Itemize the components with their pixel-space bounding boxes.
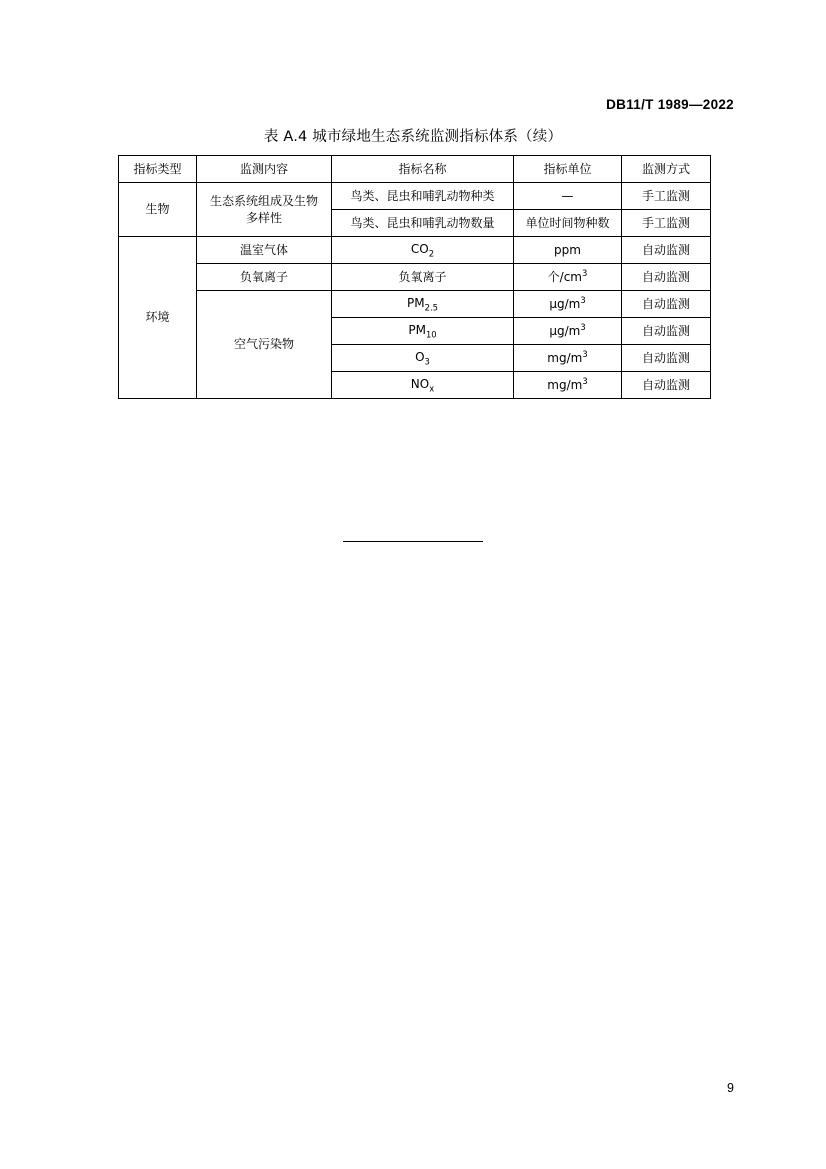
cell-content-air-pollutant: 空气污染物 xyxy=(197,291,332,399)
section-end-rule xyxy=(343,541,483,542)
cell-name-pm10 xyxy=(332,318,514,345)
table-row xyxy=(119,264,711,291)
cell-method-auto: 自动监测 xyxy=(622,291,711,318)
cell-unit-mg-m3 xyxy=(514,345,622,372)
cell-method-auto: 自动监测 xyxy=(622,345,711,372)
content-biodiversity-line1: 生态系统组成及生物 xyxy=(209,194,318,209)
cell-content-greenhouse-gas: 温室气体 xyxy=(197,237,332,264)
standard-number-header: DB11/T 1989—2022 xyxy=(606,97,734,112)
cell-name-co2 xyxy=(332,237,514,264)
unit-mg-superscript: 3 xyxy=(582,349,588,360)
cell-unit-ug-m3 xyxy=(514,318,622,345)
cell-unit-per-cm3 xyxy=(514,264,622,291)
name-co2-subscript: 2 xyxy=(428,248,435,259)
name-pm10-base: PM xyxy=(408,322,426,337)
name-pm10-subscript: 10 xyxy=(425,329,437,340)
name-pm25-subscript: 2.5 xyxy=(424,302,438,313)
cell-method-manual: 手工监测 xyxy=(622,210,711,237)
cell-name-species: 鸟类、昆虫和哺乳动物种类 xyxy=(332,183,514,210)
name-pm25-base: PM xyxy=(407,295,425,310)
cell-unit-dash: — xyxy=(514,183,622,210)
cell-content-biodiversity xyxy=(197,183,332,237)
table-title: 表 A.4 城市绿地生态系统监测指标体系（续） xyxy=(263,129,563,145)
unit-mg-base: mg/m xyxy=(547,351,583,366)
name-co2-base: CO xyxy=(410,241,429,256)
cell-name-negative-ion: 负氧离子 xyxy=(332,264,514,291)
unit-ug-superscript: 3 xyxy=(580,322,586,333)
unit-anion-base: 个/cm xyxy=(547,270,582,285)
name-nox-base: NO xyxy=(410,376,430,391)
cell-method-auto: 自动监测 xyxy=(622,237,711,264)
column-header-content: 监测内容 xyxy=(197,156,332,183)
unit-mg-superscript: 3 xyxy=(582,376,588,387)
monitoring-index-table-wrapper xyxy=(118,155,710,399)
cell-type-environment: 环境 xyxy=(119,237,197,399)
column-header-unit: 指标单位 xyxy=(514,156,622,183)
name-o3-subscript: 3 xyxy=(424,356,430,367)
cell-method-auto: 自动监测 xyxy=(622,264,711,291)
name-o3-base: O xyxy=(415,349,425,364)
cell-type-biology: 生物 xyxy=(119,183,197,237)
table-row xyxy=(119,237,711,264)
column-header-method: 监测方式 xyxy=(622,156,711,183)
column-header-name: 指标名称 xyxy=(332,156,514,183)
unit-anion-superscript: 3 xyxy=(582,268,588,279)
cell-name-count: 鸟类、昆虫和哺乳动物数量 xyxy=(332,210,514,237)
cell-name-nox xyxy=(332,372,514,399)
cell-method-manual: 手工监测 xyxy=(622,183,711,210)
cell-name-pm25 xyxy=(332,291,514,318)
cell-unit-ug-m3 xyxy=(514,291,622,318)
page-number: 9 xyxy=(727,1081,734,1095)
column-header-type: 指标类型 xyxy=(119,156,197,183)
cell-unit-species-per-time: 单位时间物种数 xyxy=(514,210,622,237)
cell-method-auto: 自动监测 xyxy=(622,372,711,399)
cell-unit-ppm: ppm xyxy=(514,237,622,264)
table-row xyxy=(119,183,711,210)
cell-content-negative-ion: 负氧离子 xyxy=(197,264,332,291)
name-nox-subscript: x xyxy=(429,383,435,394)
table-header-row xyxy=(119,156,711,183)
unit-ug-base: μg/m xyxy=(549,297,581,312)
table-row xyxy=(119,291,711,318)
cell-method-auto: 自动监测 xyxy=(622,318,711,345)
unit-ug-superscript: 3 xyxy=(580,295,586,306)
unit-ug-base: μg/m xyxy=(549,324,581,339)
cell-name-o3 xyxy=(332,345,514,372)
cell-unit-mg-m3 xyxy=(514,372,622,399)
content-biodiversity-line2: 多样性 xyxy=(245,210,282,225)
unit-mg-base: mg/m xyxy=(547,378,583,393)
monitoring-index-table xyxy=(118,155,711,399)
